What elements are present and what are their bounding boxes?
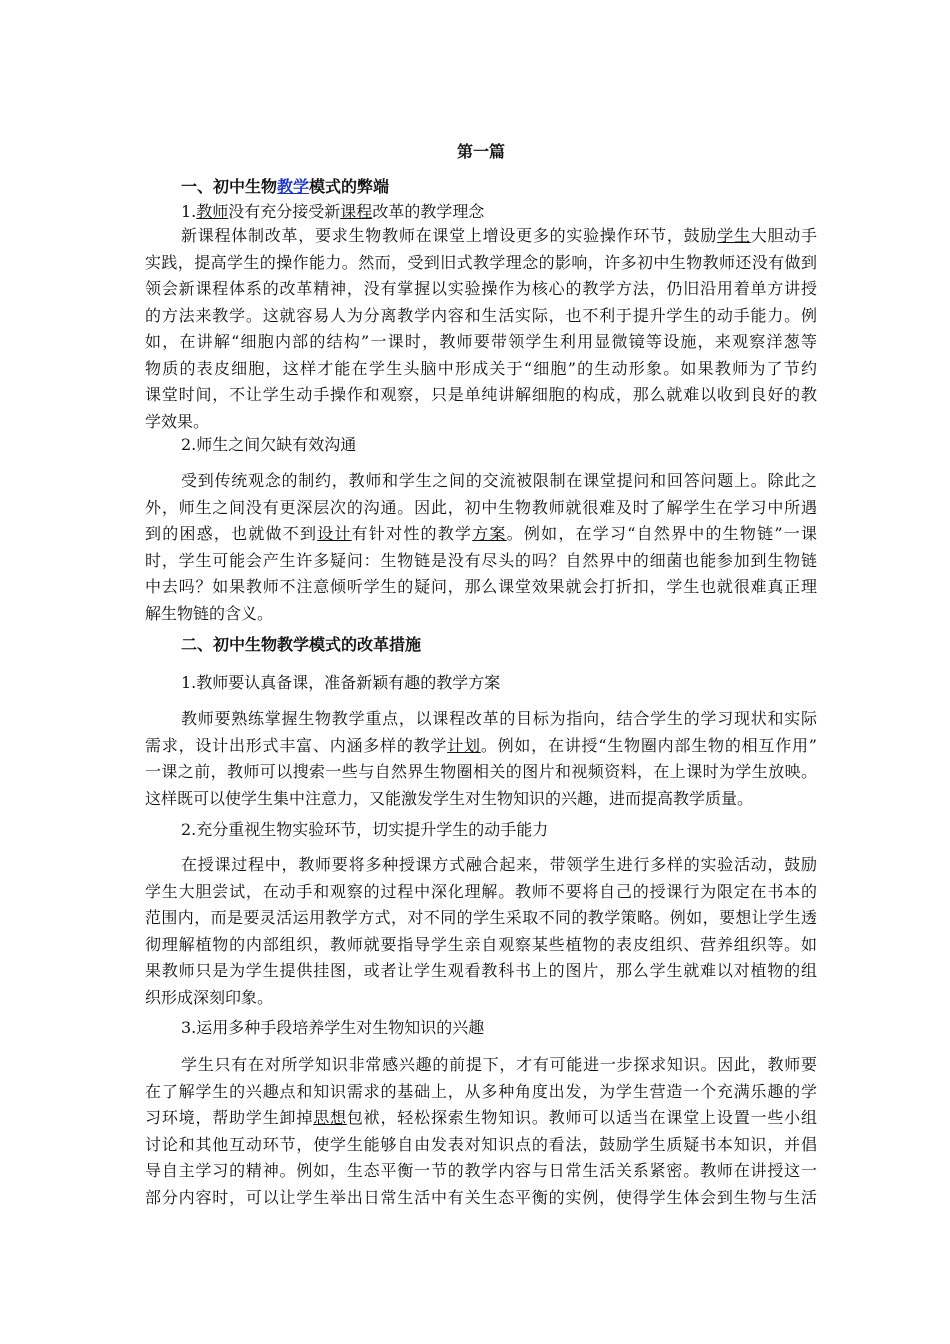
section1-heading — [181, 175, 389, 199]
section2-heading: 二、初中生物教学模式的改革措施 — [181, 635, 422, 654]
paragraph-line: 时，学生可能会产生许多疑问：生物链是没有尽头的吗？自然界中的细菌也能参加到生物链 — [145, 550, 817, 570]
paragraph-line: 这样既可以使学生集中注意力，又能激发学生对生物知识的兴趣，进而提高教学质量。 — [145, 788, 754, 808]
section1-paragraph-2 — [145, 468, 817, 627]
paragraph-line: 到的困惑，也就做不到设计有针对性的教学方案。例如，在学习“自然界中的生物链”一课 — [145, 524, 817, 543]
document-title: 第一篇 — [456, 142, 505, 161]
subheading-number: 1. — [181, 202, 197, 221]
paragraph-line: 果教师只是为学生提供挂图，或者让学生观看教科书上的图片，那么学生就难以对植物的组 — [145, 961, 817, 980]
student-link[interactable]: 学生 — [717, 226, 751, 245]
paragraph-line: 外，师生之间没有更深层次的沟通。因此，初中生物教师就很难及时了解学生在学习中所遇 — [145, 497, 817, 517]
section1-heading-text-end: 模式的弊端 — [309, 177, 390, 196]
teaching-link[interactable]: 教学 — [277, 177, 310, 196]
paragraph-line: 需求，设计出形式丰富、内涵多样的教学计划。例如，在讲授“生物圈内部生物的相互作用” — [145, 735, 817, 755]
paragraph-line: 物质的表皮细胞，这样才能在学生头脑中形成关于“细胞”的生动形象。如果教师为了节约 — [145, 358, 817, 378]
paragraph-line: 部分内容时，可以让学生举出日常生活中有关生态平衡的实例，使得学生体会到生物与生活 — [145, 1187, 817, 1207]
paragraph-line: 中去吗？如果教师不注意倾听学生的疑问，那么课堂效果就会打折扣，学生也就很难真正理 — [145, 577, 817, 596]
section2-subheading-2: 2.充分重视生物实验环节，切实提升学生的动手能力 — [181, 820, 549, 839]
section2-subheading-1: 1.教师要认真备课，准备新颖有趣的教学方案 — [181, 673, 501, 692]
paragraph-line: 解生物链的含义。 — [145, 603, 274, 623]
paragraph-line: 导自主学习的精神。例如，生态平衡一节的教学内容与日常生活关系紧密。教师在讲授这一 — [145, 1161, 817, 1180]
paragraph-line: 的方法来教学。这就容易人为分离教学内容和生活实际，也不利于提升学生的动手能力。例 — [145, 305, 817, 325]
paragraph-line: 学生只有在对所学知识非常感兴趣的前提下，才有可能进一步探求知识。因此，教师要 — [181, 1055, 817, 1074]
paragraph-line: 范围内，而是要灵活运用教学方式，对不同的学生采取不同的教学策略。例如，要想让学生透 — [145, 908, 817, 927]
thought-link[interactable]: 思想 — [313, 1108, 347, 1127]
section2-subheading-3: 3.运用多种手段培养学生对生物知识的兴趣 — [181, 1018, 485, 1037]
plan-link[interactable]: 方案 — [472, 524, 507, 543]
section2-paragraph-1 — [145, 706, 817, 812]
paragraph-line: 领会新课程体系的改革精神，没有掌握以实验操作为核心的教学方法，仍旧沿用着单方讲授 — [145, 279, 817, 298]
curriculum-link[interactable]: 课程 — [340, 202, 373, 221]
paragraph-line: 一课之前，教师可以搜索一些与自然界生物圈相关的图片和视频资料，在上课时为学生放映。 — [145, 762, 817, 781]
design-link[interactable]: 设计 — [317, 524, 352, 543]
paragraph-line: 学生大胆尝试，在动手和观察的过程中深化理解。教师不要将自己的授课行为限定在书本的 — [145, 881, 817, 901]
section1-paragraph-1 — [145, 223, 817, 435]
paragraph-line: 新课程体制改革，要求生物教师在课堂上增设更多的实验操作环节，鼓励学生大胆动手 — [181, 226, 817, 245]
paragraph-line: 课堂时间，不让学生动手操作和观察，只是单纯讲解细胞的构成，那么就难以收到良好的教 — [145, 385, 817, 404]
paragraph-line: 在了解学生的兴趣点和知识需求的基础上，从多种角度出发，为学生营造一个充满乐趣的学 — [145, 1081, 817, 1101]
paragraph-line: 在授课过程中，教师要将多种授课方式融合起来，带领学生进行多样的实验活动，鼓励 — [181, 855, 817, 874]
plan-link[interactable]: 计划 — [447, 735, 481, 755]
paragraph-line: 彻理解植物的内部组织，教师就要指导学生亲自观察某些植物的表皮组织、营养组织等。如 — [145, 934, 817, 954]
subheading-text-end: 改革的教学理念 — [372, 202, 485, 221]
section2-paragraph-3 — [145, 1052, 817, 1211]
paragraph-line: 学效果。 — [145, 411, 210, 431]
paragraph-line: 实践，提高学生的操作能力。然而，受到旧式教学理念的影响，许多初中生物教师还没有做到 — [145, 252, 817, 272]
paragraph-line: 织形成深刻印象。 — [145, 987, 274, 1007]
teacher-link[interactable]: 教师 — [196, 202, 229, 221]
section1-subheading-1 — [181, 200, 484, 224]
section1-heading-text: 一、初中生物 — [181, 177, 278, 196]
paragraph-line: 如，在讲解“细胞内部的结构”一课时，教师要带领学生利用显微镜等设施，来观察洋葱等 — [145, 332, 817, 351]
paragraph-line: 讨论和其他互动环节，使学生能够自由发表对知识点的看法，鼓励学生质疑书本知识，并倡 — [145, 1134, 817, 1154]
subheading-text: 没有充分接受新 — [228, 202, 341, 221]
paragraph-line: 教师要熟练掌握生物教学重点，以课程改革的目标为指向，结合学生的学习现状和实际 — [181, 709, 817, 728]
paragraph-line: 习环境，帮助学生卸掉思想包袱，轻松探索生物知识。教师可以适当在课堂上设置一些小组 — [145, 1108, 817, 1127]
paragraph-line: 受到传统观念的制约，教师和学生之间的交流被限制在课堂提问和回答问题上。除此之 — [181, 471, 817, 490]
section1-subheading-2: 2.师生之间欠缺有效沟通 — [181, 435, 357, 454]
section2-paragraph-2 — [145, 852, 817, 1011]
